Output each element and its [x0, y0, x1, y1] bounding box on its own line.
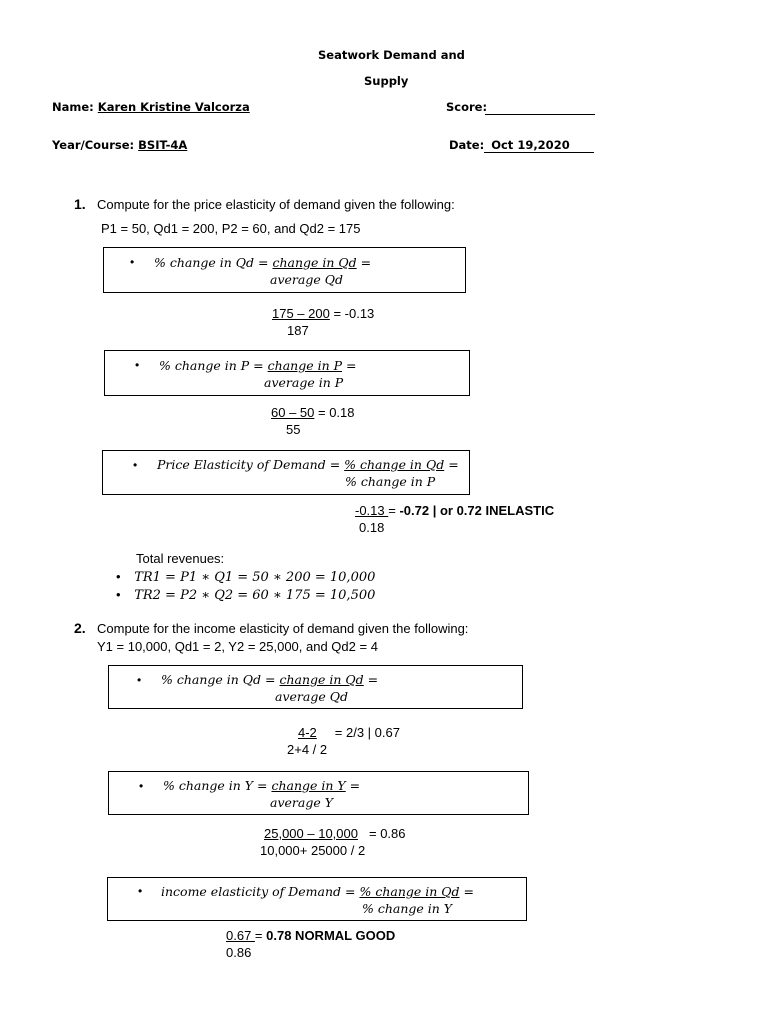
question-1-number: 1.: [74, 196, 86, 212]
formula-line: [154, 255, 371, 270]
tr2-text: TR2 = P2 ∗ Q2 = 60 ∗ 175 = 10,500: [134, 588, 376, 603]
total-revenues-label: Total revenues:: [136, 551, 225, 566]
q1-calc-3-den: 0.18: [359, 520, 385, 535]
formula-denominator: average Qd: [270, 272, 343, 287]
formula-denominator: % change in Y: [362, 901, 453, 916]
formula-lhs: income elasticity of Demand =: [161, 884, 360, 899]
formula-numerator: % change in Qd: [359, 884, 460, 899]
calc-numerator: 175 – 200: [272, 306, 330, 321]
formula-lhs: % change in P =: [159, 358, 268, 373]
score-blank-line: [485, 114, 595, 115]
q2-calc-3-den: 0.86: [226, 945, 252, 960]
formula-equals: =: [363, 672, 379, 687]
question-1-prompt: Compute for the price elasticity of demand given the following:: [97, 197, 455, 212]
q2-formula-box-y: [108, 771, 529, 815]
q1-formula-box-ped: [102, 450, 470, 495]
formula-numerator: change in P: [267, 358, 342, 373]
calc-numerator: 4-2: [298, 725, 317, 740]
q2-calc-3: [226, 928, 395, 943]
q2-formula-box-ied: [107, 877, 527, 921]
date-value: Oct 19,2020: [491, 138, 570, 152]
q1-calc-1-den: 187: [287, 323, 309, 338]
name-field: [52, 100, 250, 114]
year-course-field: [52, 138, 187, 152]
q1-formula-box-qd: [103, 247, 466, 293]
question-2-number: 2.: [74, 620, 86, 636]
calc-equals: =: [254, 928, 267, 943]
formula-numerator: change in Qd: [279, 672, 364, 687]
name-label: Name:: [52, 100, 94, 114]
date-label: Date:: [449, 138, 485, 152]
bullet-icon: •: [116, 569, 121, 584]
bullet-icon: •: [139, 779, 144, 793]
formula-denominator: % change in P: [345, 474, 436, 489]
formula-denominator: average in P: [264, 375, 344, 390]
title-line-1: Seatwork Demand and: [318, 48, 465, 62]
q1-calc-1: [272, 306, 374, 321]
q2-calc-2-den: 10,000+ 25000 / 2: [260, 843, 366, 858]
formula-equals: =: [345, 778, 361, 793]
formula-line: [161, 672, 378, 687]
formula-line: [161, 884, 474, 899]
formula-line: [159, 358, 356, 373]
q2-formula-box-qd: [108, 665, 523, 709]
formula-lhs: Price Elasticity of Demand =: [157, 457, 345, 472]
formula-line: [157, 457, 459, 472]
formula-equals: =: [459, 884, 474, 899]
tr1-item: [116, 569, 375, 585]
calc-numerator: 60 – 50: [271, 405, 315, 420]
calc-result: -0.72 | or 0.72 INELASTIC: [399, 503, 555, 518]
date-underline: [484, 152, 594, 153]
formula-numerator: change in Qd: [272, 255, 357, 270]
year-course-label: Year/Course:: [52, 138, 135, 152]
q1-formula-box-p: [104, 350, 470, 396]
score-label: Score:: [446, 100, 488, 114]
formula-lhs: % change in Y =: [163, 778, 272, 793]
formula-equals: =: [342, 358, 357, 373]
q1-calc-3: [355, 503, 554, 518]
formula-numerator: % change in Qd: [344, 457, 445, 472]
formula-lhs: % change in Qd =: [161, 672, 280, 687]
year-course-value: BSIT-4A: [138, 138, 188, 152]
date-field: [449, 138, 570, 152]
calc-result: = 0.86: [368, 826, 406, 841]
formula-denominator: average Qd: [275, 689, 348, 704]
calc-numerator: -0.13: [355, 503, 389, 518]
bullet-icon: •: [130, 255, 135, 269]
formula-equals: =: [356, 255, 372, 270]
bullet-icon: •: [135, 358, 140, 372]
calc-result: = 0.18: [314, 405, 355, 420]
q2-calc-2: [264, 826, 406, 841]
bullet-icon: •: [116, 587, 121, 602]
q2-calc-1-den: 2+4 / 2: [287, 742, 328, 757]
bullet-icon: •: [133, 458, 138, 472]
calc-result: 0.78 NORMAL GOOD: [266, 928, 396, 943]
tr2-item: [116, 587, 375, 603]
q1-calc-2-den: 55: [286, 422, 301, 437]
formula-line: [163, 778, 360, 793]
bullet-icon: •: [138, 884, 143, 898]
tr1-text: TR1 = P1 ∗ Q1 = 50 ∗ 200 = 10,000: [134, 570, 376, 585]
q2-calc-1: [298, 725, 400, 740]
calc-equals: =: [388, 503, 400, 518]
q1-calc-2: [271, 405, 355, 420]
formula-denominator: average Y: [270, 795, 333, 810]
calc-result: = -0.13: [329, 306, 375, 321]
name-value: Karen Kristine Valcorza: [97, 100, 250, 114]
formula-lhs: % change in Qd =: [154, 255, 273, 270]
calc-result: = 2/3 | 0.67: [334, 725, 400, 740]
formula-equals: =: [444, 457, 459, 472]
calc-numerator: 25,000 – 10,000: [264, 826, 358, 841]
formula-numerator: change in Y: [271, 778, 346, 793]
bullet-icon: •: [137, 673, 142, 687]
calc-numerator: 0.67: [226, 928, 255, 943]
title-line-2: Supply: [364, 74, 409, 88]
question-2-prompt: Compute for the income elasticity of demand given the following:: [97, 621, 469, 636]
question-1-given: P1 = 50, Qd1 = 200, P2 = 60, and Qd2 = 175: [101, 221, 361, 236]
question-2-given: Y1 = 10,000, Qd1 = 2, Y2 = 25,000, and Qd2 = 4: [97, 639, 378, 654]
